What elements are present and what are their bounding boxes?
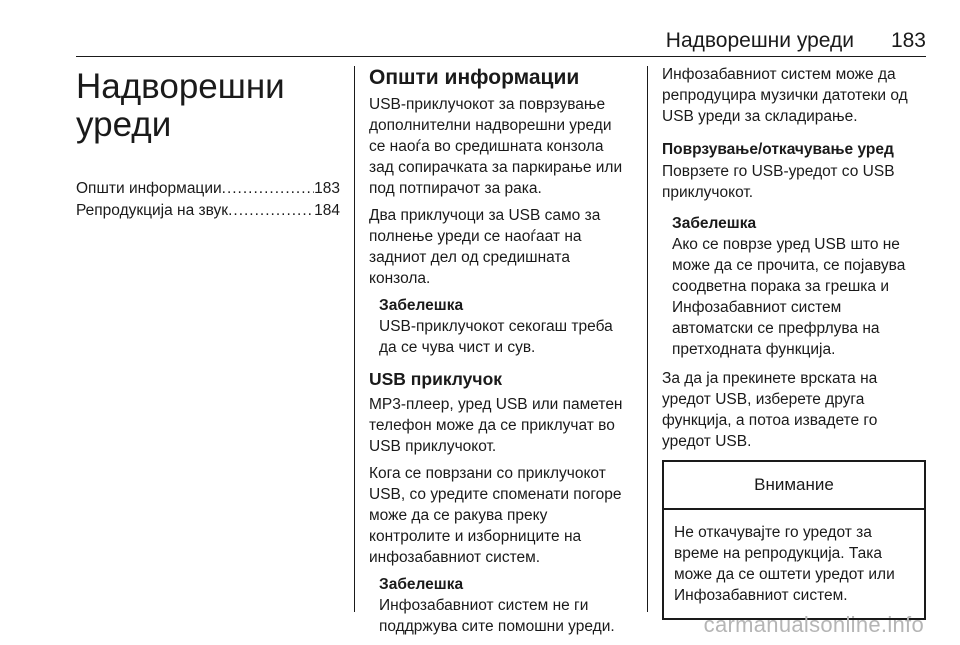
text-line: USB, со уредите споменати погоре (369, 486, 622, 503)
note-block (662, 213, 926, 360)
text-line: контролите и изборниците на (369, 528, 582, 545)
toc-label: Репродукција на звук (76, 202, 229, 219)
page-header (76, 28, 926, 54)
text-line: полнење уреди се наоѓаат на (369, 228, 582, 245)
column-divider-2 (647, 66, 648, 612)
column-divider-1 (354, 66, 355, 612)
warning-text (664, 510, 924, 618)
note-block (369, 574, 633, 637)
page-number: 183 (890, 29, 926, 52)
section-heading: Општи информации (369, 66, 580, 89)
text-line: MP3-плеер, уред USB или паметен (369, 396, 623, 413)
text-line: USB уреди за складирање. (662, 108, 858, 125)
paragraph (662, 161, 926, 203)
text-line: USB приклучокот. (369, 438, 497, 455)
paragraph (662, 368, 926, 452)
watermark: carmanualsonline.info (703, 612, 924, 637)
note-block (369, 295, 633, 358)
text-line: се наоѓа во средишната конзола (369, 138, 604, 155)
note-title: Забелешка (672, 215, 757, 232)
text-line: Поврзете го USB-уредот со USB (662, 163, 895, 180)
text-line: Инфозабавниот систем не ги (379, 597, 589, 614)
note-title: Забелешка (379, 576, 464, 593)
text-line: Кога се поврзани со приклучокот (369, 465, 606, 482)
text-line: Два приклучоци за USB само за (369, 207, 601, 224)
column-middle (369, 64, 633, 645)
column-left (76, 64, 340, 222)
chapter-title (76, 68, 340, 144)
text-line: дополнителни надворешни уреди (369, 117, 612, 134)
text-line: може да се оштети уредот или (674, 566, 895, 583)
text-line: Инфозабавниот систем. (674, 587, 848, 604)
text-line: Инфозабавниот систем (672, 299, 842, 316)
warning-box (662, 460, 926, 620)
text-line: соодветна порака за грешка и (672, 278, 889, 295)
note-text (672, 234, 926, 360)
text-line: зад сопирачката за паркирање или (369, 159, 623, 176)
chapter-title-line: Надворешни (76, 67, 285, 106)
text-line: време на репродукција. Така (674, 545, 883, 562)
paragraph (369, 463, 633, 568)
header-title: Надворешни уреди (665, 29, 854, 52)
subsection-heading: Поврзување/откачување уред (662, 141, 894, 158)
text-line: Инфозабавниот систем може да (662, 66, 896, 83)
text-line: функција, а потоа извадете го (662, 412, 878, 429)
text-line: Не откачувајте го уредот за (674, 524, 872, 541)
text-line: приклучокот. (662, 184, 754, 201)
text-line: Ако се поврзе уред USB што не (672, 236, 900, 253)
subsection-heading: USB приклучок (369, 369, 503, 389)
paragraph (662, 64, 926, 127)
text-line: уредот USB, изберете друга (662, 391, 865, 408)
toc-leader-dots (222, 178, 314, 200)
warning-title: Внимание (664, 462, 924, 510)
text-line: За да ја прекинете врската на (662, 370, 878, 387)
toc-entry-general-info[interactable] (76, 178, 340, 200)
toc-label: Општи информации (76, 180, 222, 197)
text-line: може да се прочита, се појавува (672, 257, 906, 274)
text-line: инфозабавниот систем. (369, 549, 541, 566)
text-line: телефон може да се приклучат во (369, 417, 615, 434)
text-line: USB-приклучокот секогаш треба (379, 318, 613, 335)
paragraph (369, 394, 633, 457)
note-title: Забелешка (379, 297, 464, 314)
text-line: претходната функција. (672, 341, 836, 358)
text-line: репродуцира музички датотеки од (662, 87, 908, 104)
table-of-contents (76, 178, 340, 222)
note-text (379, 595, 633, 637)
toc-page: 184 (314, 202, 340, 219)
text-line: поддржува сите помошни уреди. (379, 618, 615, 635)
text-line: уредот USB. (662, 433, 752, 450)
text-line: да се чува чист и сув. (379, 339, 536, 356)
text-line: USB-приклучокот за поврзување (369, 96, 606, 113)
toc-leader-dots (228, 200, 314, 222)
text-line: под потпирачот за рака. (369, 180, 542, 197)
chapter-title-line: уреди (76, 105, 172, 144)
column-right (662, 64, 926, 620)
header-rule (76, 56, 926, 57)
toc-entry-audio-playback[interactable] (76, 200, 340, 222)
note-text (379, 316, 633, 358)
text-line: автоматски се префрлува на (672, 320, 880, 337)
text-line: може да се ракува преку (369, 507, 548, 524)
paragraph (369, 94, 633, 199)
toc-page: 183 (314, 180, 340, 197)
text-line: конзола. (369, 270, 431, 287)
text-line: задниот дел од средишната (369, 249, 570, 266)
paragraph (369, 205, 633, 289)
